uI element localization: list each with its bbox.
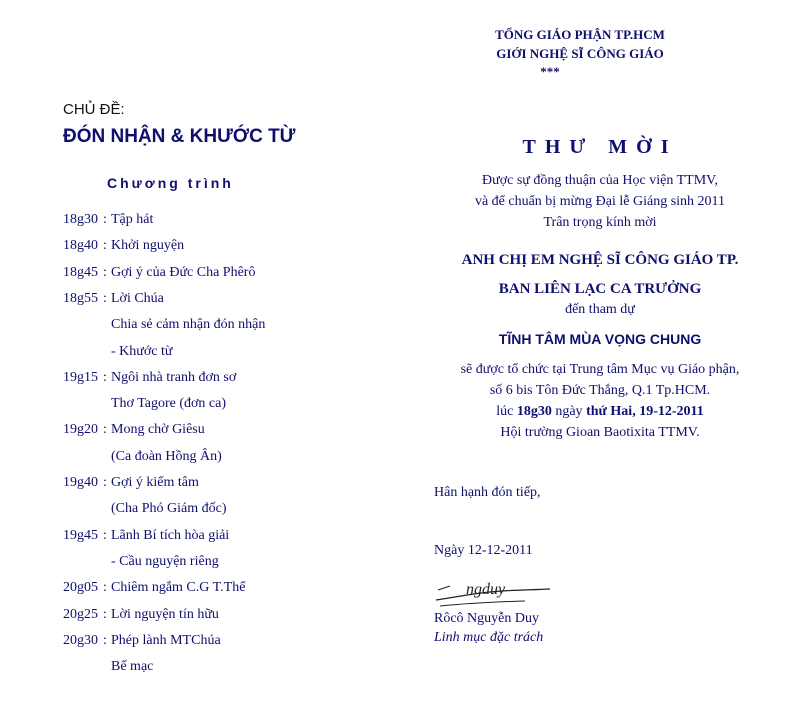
program-item: Thơ Tagore (đơn ca): [111, 396, 227, 411]
venue-line-2: số 6 bis Tôn Đức Thắng, Q.1 Tp.HCM.: [489, 383, 711, 398]
program-heading: Chương trình: [107, 175, 234, 191]
program-item: Gợi ý của Đức Cha Phêrô: [111, 265, 256, 280]
theme-label: CHỦ ĐỀ:: [63, 101, 125, 118]
org-line-1: TỔNG GIÁO PHẬN TP.HCM: [495, 27, 665, 42]
program-item: (Cha Phó Giám đốc): [111, 501, 227, 516]
program-item: Phép lành MTChúa: [111, 633, 221, 648]
venue-line-1: sẽ được tổ chức tại Trung tâm Mục vụ Giáo phận,: [460, 362, 740, 377]
intro-line-1: Được sự đồng thuận của Học viện TTMV,: [482, 173, 718, 188]
program-item: (Ca đoàn Hồng Ân): [111, 449, 222, 464]
program-colon: :: [103, 528, 107, 543]
program-item: Lời nguyện tín hữu: [111, 607, 219, 622]
program-time: 18g30: [63, 212, 98, 227]
program-colon: :: [103, 291, 107, 306]
program-time: 20g30: [63, 633, 98, 648]
program-colon: :: [103, 422, 107, 437]
attend-line: đến tham dự: [565, 302, 635, 317]
program-colon: :: [103, 633, 107, 648]
invitee-line-2: BAN LIÊN LẠC CA TRƯỞNG: [498, 281, 702, 297]
date-line: Ngày 12-12-2011: [434, 543, 533, 558]
org-line-2: GIỚI NGHỆ SĨ CÔNG GIÁO: [496, 46, 664, 61]
program-colon: :: [103, 238, 107, 253]
program-time: 19g20: [63, 422, 98, 437]
theme-title: ĐÓN NHẬN & KHƯỚC TỪ: [63, 126, 296, 147]
intro-line-2: và để chuẩn bị mừng Đại lễ Giáng sinh 2011: [474, 194, 726, 209]
program-time: 18g40: [63, 238, 98, 253]
program-item: Lãnh Bí tích hòa giải: [111, 528, 230, 543]
time-mid: ngày: [555, 404, 583, 419]
welcome-line: Hân hạnh đón tiếp,: [434, 485, 541, 500]
invitee-line-1: ANH CHỊ EM NGHỆ SĨ CÔNG GIÁO TP.: [461, 252, 739, 268]
program-item: Mong chờ Giêsu: [111, 422, 205, 437]
program-colon: :: [103, 370, 107, 385]
program-time: 18g55: [63, 291, 98, 306]
program-time: 19g45: [63, 528, 98, 543]
program-item: Chiêm ngắm C.G T.Thể: [111, 580, 246, 595]
signer-name: Rôcô Nguyễn Duy: [434, 611, 539, 626]
program-time: 20g05: [63, 580, 98, 595]
program-item: Gợi ý kiểm tâm: [111, 475, 199, 490]
program-colon: :: [103, 475, 107, 490]
signature-mark: [430, 572, 560, 612]
program-item: - Cầu nguyện riêng: [111, 554, 219, 569]
time-line: [420, 404, 780, 420]
program-item: - Khước từ: [111, 344, 173, 359]
program-time: 19g15: [63, 370, 98, 385]
signature-script: ngduy: [466, 581, 506, 598]
signer-title: Linh mục đặc trách: [434, 630, 544, 645]
program-time: 20g25: [63, 607, 98, 622]
program-time: 18g45: [63, 265, 98, 280]
program-colon: :: [103, 580, 107, 595]
hall-line: Hội trường Gioan Baotixita TTMV.: [500, 425, 700, 440]
program-colon: :: [103, 212, 107, 227]
program-item: Tập hát: [111, 212, 154, 227]
program-colon: :: [103, 607, 107, 622]
program-item: Lời Chúa: [111, 291, 164, 306]
time-value: 18g30: [516, 404, 552, 419]
invitation-title: THƯ MỜI: [522, 136, 678, 158]
program-item: Bế mạc: [111, 659, 154, 674]
intro-line-3: Trân trọng kính mời: [543, 215, 657, 230]
program-item: Ngôi nhà tranh đơn sơ: [111, 370, 237, 385]
program-time: 19g40: [63, 475, 98, 490]
stars: ***: [540, 64, 560, 79]
time-prefix: lúc: [496, 404, 514, 419]
day-value: thứ Hai, 19-12-2011: [586, 404, 704, 419]
event-name: TĨNH TÂM MÙA VỌNG CHUNG: [498, 331, 702, 347]
program-item: Chia sẻ cảm nhận đón nhận: [111, 317, 266, 332]
program-colon: :: [103, 265, 107, 280]
program-item: Khởi nguyện: [111, 238, 185, 253]
